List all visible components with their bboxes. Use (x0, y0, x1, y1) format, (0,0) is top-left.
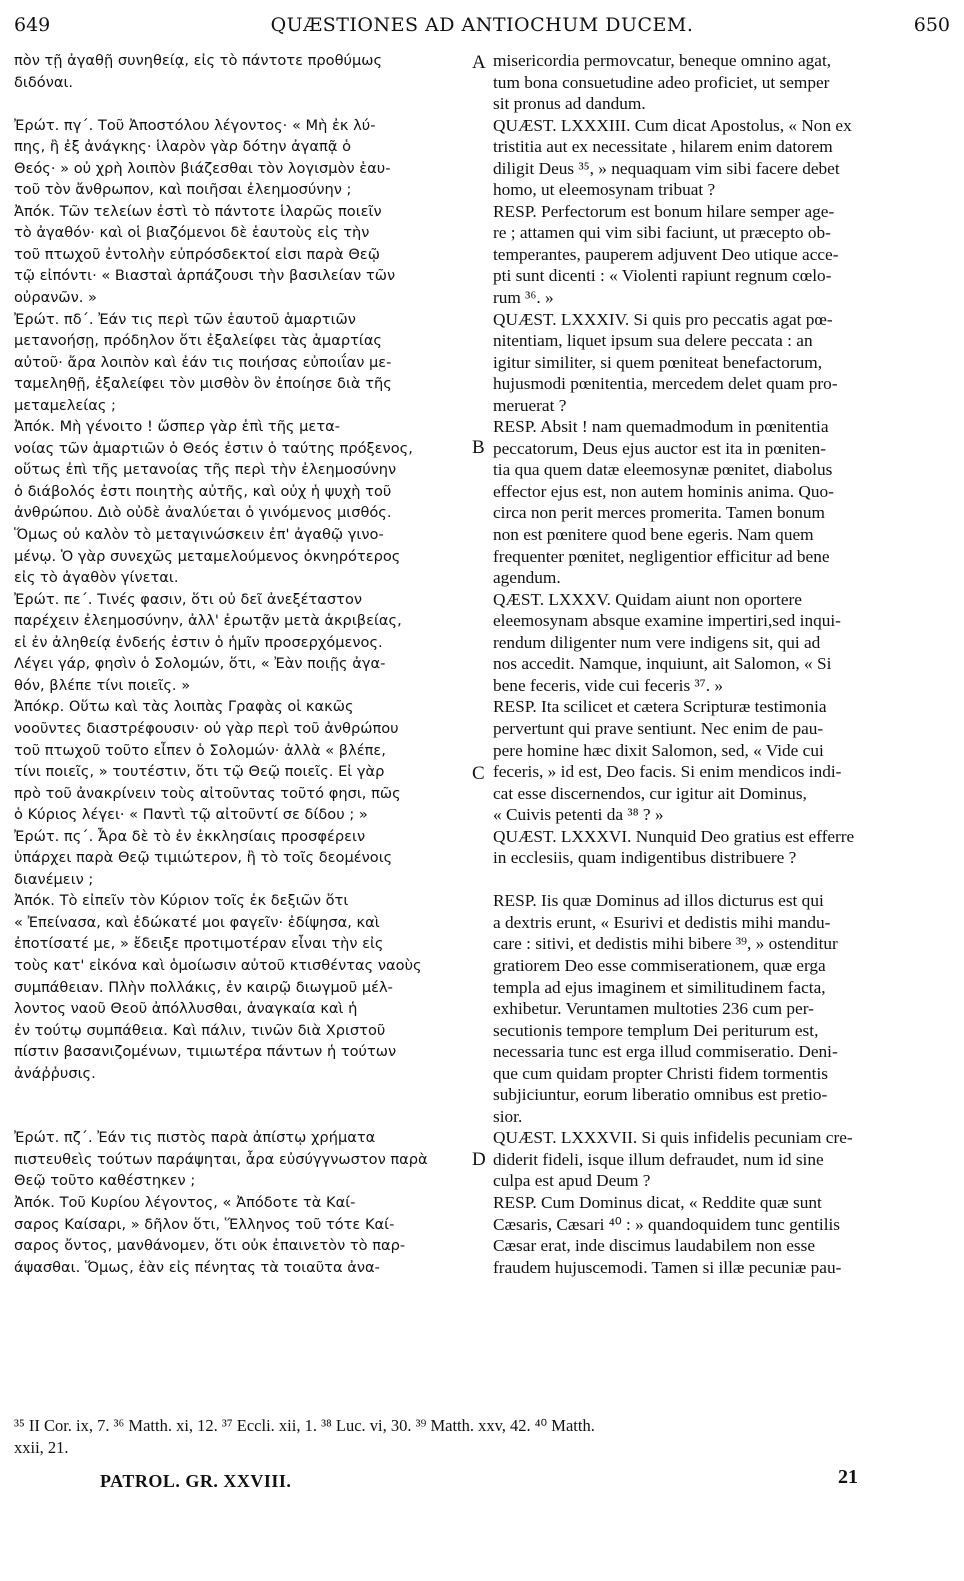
greek-text-line: Ἐρώτ. πγ´. Τοῦ Ἀποστόλου λέγοντος· « Μὴ ἐκ λύ- (14, 116, 376, 134)
greek-text-line: « Ἐπείνασα, καὶ ἐδώκατέ μοι φαγεῖν· ἐδίψησα, καὶ (14, 913, 380, 931)
greek-text-line: Ὅμως οὐ καλὸν τὸ μεταγινώσκειν ἐπ' ἀγαθῷ γινο- (14, 526, 384, 544)
greek-text-line: τοῦ πτωχοῦ τοῦτο εἶπεν ὁ Σολομών· ἀλλὰ « βλέπε, (14, 741, 386, 759)
latin-text-line: que cum quidam propter Christi fidem tormentis (493, 1063, 829, 1083)
greek-text-line: Ἀπόκ. Τὸ εἰπεῖν τὸν Κύριον τοῖς ἐκ δεξιῶν ὅτι (14, 892, 349, 910)
latin-text-line: frequenter pœnitet, negligentior efficitur ad bene (493, 546, 830, 566)
greek-text-line (14, 93, 468, 115)
greek-text-line (14, 1106, 468, 1128)
latin-text-line: tristitia aut ex necessitate , hilarem enim datorem (493, 137, 833, 157)
greek-text-line: Ἀπόκρ. Οὕτω καὶ τὰς λοιπὰς Γραφὰς οἱ κακῶς (14, 698, 354, 716)
greek-text-line: σαρος Καίσαρι, » δῆλον ὅτι, Ἕλληνος τοῦ τότε Καί- (14, 1215, 395, 1233)
latin-text-line: pere homine hæc dixit Salomon, sed, « Vide cui (493, 740, 824, 760)
greek-text-line: λοντος ναοῦ Θεοῦ ἀπόλλυσθαι, ἀναγκαία καὶ ἡ (14, 1000, 358, 1018)
running-title: QUÆSTIONES AD ANTIOCHUM DUCEM. (270, 14, 694, 36)
greek-text-line: πίστιν βασανιζομένων, τιμιωτέρα πάντων ἡ τούτων (14, 1043, 397, 1061)
greek-text-line: μετανοήσῃ, πρόδηλον ὅτι ἐξαλείφει τὰς ἁμαρτίας (14, 332, 383, 350)
latin-text-line: necessaria tunc est erga illud commiseratio. Deni- (493, 1042, 838, 1062)
latin-text-line: in ecclesiis, quam indigentibus distribuere ? (493, 848, 797, 868)
greek-column (14, 50, 468, 1278)
latin-text-line: RESP. Iis quæ Dominus ad illos dicturus est qui (493, 891, 824, 911)
greek-text-line: εἰς τὸ ἀγαθὸν γίνεται. (14, 569, 179, 587)
latin-text-line: QUÆST. LXXXIV. Si quis pro peccatis agat pœ- (493, 309, 833, 329)
latin-column (493, 50, 945, 1278)
latin-text-line: care : sitivi, et dedistis mihi bibere ³⁹, » ostenditur (493, 934, 838, 954)
greek-text-line: μεταμελείας ; (14, 396, 116, 414)
greek-text-line: παρέχειν ἐλεημοσύνην, ἀλλ' ἐρωτᾷν μετὰ ἀκριβείας, (14, 612, 402, 630)
latin-text-line: fraudem hujuscemodi. Tamen si illæ pecuniæ pau- (493, 1257, 842, 1277)
latin-text-line: tia qua quem datæ eleemosynæ pœnitet, diabolus (493, 460, 833, 480)
latin-text-line: meruerat ? (493, 395, 567, 415)
page-number-left: 649 (14, 14, 51, 36)
margin-marker-d: D (472, 1149, 486, 1170)
latin-text-line: secutionis tempore templum Dei periturum est, (493, 1020, 819, 1040)
greek-text-line: Ἐρώτ. πδ´. Ἐάν τις περὶ τῶν ἑαυτοῦ ἁμαρτιῶν (14, 310, 356, 328)
latin-text-line: sior. (493, 1106, 523, 1126)
latin-text-line: sit pronus ad dandum. (493, 94, 646, 114)
greek-text-line: τοὺς κατ' εἰκόνα καὶ ὁμοίωσιν αὐτοῦ κτισθέντας ναοὺς (14, 956, 422, 974)
latin-text-line: misericordia permovcatur, beneque omnino agat, (493, 51, 832, 70)
patrology-volume-label: PATROL. GR. XXVIII. (100, 1471, 292, 1491)
running-header (0, 14, 964, 46)
latin-text-line: non est pœnitere quod bene egeris. Nam quem (493, 525, 814, 545)
latin-text-line: circa non perit merces promerita. Tamen bonum (493, 503, 825, 523)
greek-text-line: εἰ ἐν ἀληθείᾳ ἐνδεής ἐστιν ὁ ἡμῖν προσερχόμενος. (14, 633, 383, 651)
latin-text-line: QÆST. LXXXV. Quidam aiunt non oportere (493, 589, 802, 609)
latin-text-line: peccatorum, Deus ejus auctor est ita in pœniten- (493, 438, 827, 458)
margin-marker-a: A (472, 52, 486, 73)
greek-text-line: ἐν τούτῳ συμπάθεια. Καὶ πάλιν, τινῶν διὰ Χριστοῦ (14, 1021, 386, 1039)
latin-text-line: Cæsar erat, inde discimus laudabilem non esse (493, 1236, 816, 1256)
latin-text-line: QUÆST. LXXXIII. Cum dicat Apostolus, « Non ex (493, 115, 852, 135)
latin-text-line: QUÆST. LXXXVI. Nunquid Deo gratius est efferre (493, 826, 855, 846)
greek-text-line: τῷ εἰπόντι· « Βιασταὶ ἁρπάζουσι τὴν βασιλείαν τῶν (14, 267, 396, 285)
latin-text-line: homo, ut eleemosynam tribuat ? (493, 180, 716, 200)
latin-text-line: RESP. Absit ! nam quemadmodum in pœnitentia (493, 417, 829, 437)
latin-text-line: gratiorem Deo esse commiserationem, quæ erga (493, 955, 826, 975)
greek-text-line: Ἐρώτ. πς´. Ἆρα δὲ τὸ ἐν ἐκκλησίαις προσφέρειν (14, 827, 366, 845)
greek-text-line: οὐρανῶν. » (14, 289, 97, 307)
latin-text-line: effector ejus est, non autem hominis anima. Quo- (493, 481, 834, 501)
latin-text-line: re ; attamen qui vim sibi faciunt, ut præcepto ob- (493, 223, 831, 243)
latin-text-line: culpa est apud Deum ? (493, 1171, 651, 1191)
latin-text-line: exhibetur. Veruntamen multoties 236 cum per- (493, 999, 814, 1019)
latin-text-line: bene feceris, vide cui feceris ³⁷. » (493, 675, 723, 695)
latin-text-line: hujusmodi pœnitentia, mercedem delet quam pro- (493, 374, 838, 394)
greek-text-line: τὸ ἀγαθόν· καὶ οἱ βιαζόμενοι δὲ ἑαυτοὺς εἰς τὴν (14, 224, 370, 242)
greek-text-line: ὁ Κύριος λέγει· « Παντὶ τῷ αἰτοῦντί σε δίδου ; » (14, 806, 368, 824)
greek-text-line: διδόναι. (14, 73, 74, 91)
signature-mark: 21 (838, 1466, 858, 1488)
latin-text-line: cat esse discernendos, cur igitur ait Dominus, (493, 783, 807, 803)
greek-text-line: πρὸ τοῦ ἀνακρίνειν τοὺς αἰτοῦντας τοῦτό φησι, πῶς (14, 784, 401, 802)
latin-text-line: feceris, » id est, Deo facis. Si enim mendicos indi- (493, 762, 842, 782)
latin-text-line: « Cuivis petenti da ³⁸ ? » (493, 805, 664, 825)
greek-text-line (14, 1084, 468, 1106)
greek-text-line: Ἐρώτ. πε´. Τινές φασιν, ὅτι οὐ δεῖ ἀνεξέταστον (14, 590, 363, 608)
greek-text-line: Θεῷ τοῦτο καθέστηκεν ; (14, 1172, 196, 1190)
greek-text-line: τοῦ πτωχοῦ ἐντολὴν εὐπρόσδεκτοί εἰσι παρὰ Θεῷ (14, 245, 380, 263)
greek-text-line: Λέγει γάρ, φησὶν ὁ Σολομών, ὅτι, « Ἐὰν ποιῇς ἀγα- (14, 655, 386, 673)
margin-marker-b: B (472, 437, 485, 458)
greek-text-line: ὑπάρχει παρὰ Θεῷ τιμιώτερον, ἢ τὸ τοῖς δεομένοις (14, 849, 393, 867)
footnotes (14, 1415, 950, 1459)
latin-text-line: pti sunt dicenti : « Violenti rapiunt regnum cœlo- (493, 266, 832, 286)
latin-text-line: RESP. Perfectorum est bonum hilare semper age- (493, 201, 835, 221)
latin-text-line: agendum. (493, 568, 561, 588)
greek-text-line: τοῦ τὸν ἄνθρωπον, καὶ ποιῆσαι ἐλεημοσύνην ; (14, 181, 352, 199)
greek-text-line: θόν, βλέπε τίνι ποιεῖς. » (14, 676, 191, 694)
latin-text-line: QUÆST. LXXXVII. Si quis infidelis pecuniam cre- (493, 1128, 853, 1148)
greek-text-line: άψασθαι. Ὅμως, ἐὰν εἰς πένητας τὰ τοιαῦτα ἀνα- (14, 1258, 380, 1276)
greek-text-line: αὐτοῦ· ἄρα λοιπὸν καὶ ἐάν τις ποιήσας εὐποιΐαν με- (14, 353, 392, 371)
greek-text-line: ὁ διάβολός ἐστι ποιητὴς αὐτῆς, καὶ οὐχ ἡ ψυχὴ τοῦ (14, 482, 392, 500)
latin-text-line: RESP. Cum Dominus dicat, « Reddite quæ sunt (493, 1192, 822, 1212)
latin-text-line: pervertunt qui prave sentiunt. Nec enim de pau- (493, 718, 824, 738)
greek-text-line: μένῳ. Ὁ γὰρ συνεχῶς μεταμελούμενος ὀκνηρότερος (14, 547, 401, 565)
footnote-line-1: ³⁵ II Cor. ix, 7. ³⁶ Matth. xi, 12. ³⁷ Eccli. xii, 1. ³⁸ Luc. vi, 30. ³⁹ Matth. xxv, 42. ⁴⁰ Matth. (14, 1416, 595, 1435)
greek-text-line: ἀνάῤῥυσις. (14, 1064, 96, 1082)
latin-text-line: nos accedit. Namque, inquiunt, ait Salomon, « Si (493, 654, 832, 674)
latin-text-line: a dextris erunt, « Esurivi et dedistis mihi mandu- (493, 912, 831, 932)
latin-text-line: diligit Deus ³⁵, » nequaquam vim sibi facere debet (493, 158, 840, 178)
greek-text-line: πὸν τῇ ἀγαθῇ συνηθείᾳ, εἰς τὸ πάντοτε προθύμως (14, 52, 383, 69)
latin-text-line: rendum diligenter num vere indigens sit, qui ad (493, 632, 821, 652)
latin-text-line: Cæsaris, Cæsari ⁴⁰ : » quandoquidem tunc gentilis (493, 1214, 841, 1234)
greek-text-line: πιστευθεὶς τούτων παράψηται, ἆρα εὐσύγγνωστον παρὰ (14, 1150, 428, 1168)
greek-text-line: ἐποτίσατέ με, » ἔδειξε προτιμοτέραν εἶναι τὴν εἰς (14, 935, 384, 953)
latin-text-line: RESP. Ita scilicet et cætera Scripturæ testimonia (493, 697, 827, 717)
greek-text-line: πης, ἢ ἐξ ἀνάγκης· ἱλαρὸν γὰρ δότην ἀγαπᾷ ὁ (14, 138, 352, 156)
latin-text-line: templa ad ejus imaginem et similitudinem facta, (493, 977, 826, 997)
greek-text-line: ἀνθρώπου. Διὸ οὐδὲ ἀναλύεται ὁ γινόμενος μισθός. (14, 504, 392, 522)
greek-text-line: τίνι ποιεῖς, » τουτέστιν, ὅτι τῷ Θεῷ ποιεῖς. Εἰ γὰρ (14, 763, 385, 781)
latin-text-line: temperantes, pauperem adjuvent Deo utique acce- (493, 244, 839, 264)
latin-text-line: subjiciuntur, eorum liberatio omnibus est pretio- (493, 1085, 828, 1105)
greek-text-line: νοοῦντες διαστρέφουσιν· οὐ γὰρ περὶ τοῦ ἀνθρώπου (14, 719, 399, 737)
footnote-line-2: xxii, 21. (14, 1438, 69, 1457)
greek-text-line: ταμεληθῇ, ἐξαλείφει τὸν μισθὸν ὃν ἐποίησε διὰ τῆς (14, 375, 392, 393)
latin-text-line: eleemosynam absque examine impertiri,sed inqui- (493, 611, 841, 631)
latin-text-line (493, 869, 945, 891)
greek-text-line: διανέμειν ; (14, 870, 94, 888)
greek-text-line: συμπάθειαν. Πλὴν πολλάκις, ἐν καιρῷ διωγμοῦ μέλ- (14, 978, 393, 996)
latin-text-line: diderit fideli, isque illum defraudet, num id sine (493, 1149, 824, 1169)
latin-text-line: nitentiam, liquet ipsum sua delere peccata : an (493, 331, 813, 351)
latin-text-line: igitur similiter, si quem pœniteat benefactorum, (493, 352, 823, 372)
greek-text-line: Ἀπόκ. Μὴ γένοιτο ! ὥσπερ γὰρ ἐπὶ τῆς μετα- (14, 418, 340, 436)
greek-text-line: σαρος ὄντος, μανθάνομεν, ὅτι οὐκ ἐπαινετὸν τὸ παρ- (14, 1237, 406, 1255)
greek-text-line: νοίας τῶν ἁμαρτιῶν ὁ Θεός ἐστιν ὁ ταύτης πρόξενος, (14, 439, 413, 457)
greek-text-line: Ἐρώτ. πζ´. Ἐάν τις πιστὸς παρὰ ἀπίστῳ χρήματα (14, 1129, 376, 1147)
margin-marker-c: C (472, 763, 485, 784)
greek-text-line: οὕτως ἐπὶ τῆς μετανοίας τῆς περὶ τὴν ἐλεημοσύνην (14, 461, 397, 479)
page-number-right: 650 (913, 14, 950, 36)
latin-text-line: tum bona consuetudine adeo proficiet, ut semper (493, 72, 830, 92)
latin-text-line: rum ³⁶. » (493, 288, 554, 308)
greek-text-line: Θεός· » οὐ χρὴ λοιπὸν βιάζεσθαι τὸν λογισμὸν ἑαυ- (14, 159, 391, 177)
greek-text-line: Ἀπόκ. Τῶν τελείων ἐστὶ τὸ πάντοτε ἱλαρῶς ποιεῖν (14, 202, 382, 220)
greek-text-line: Ἀπόκ. Τοῦ Κυρίου λέγοντος, « Ἀπόδοτε τὰ Καί- (14, 1193, 356, 1211)
